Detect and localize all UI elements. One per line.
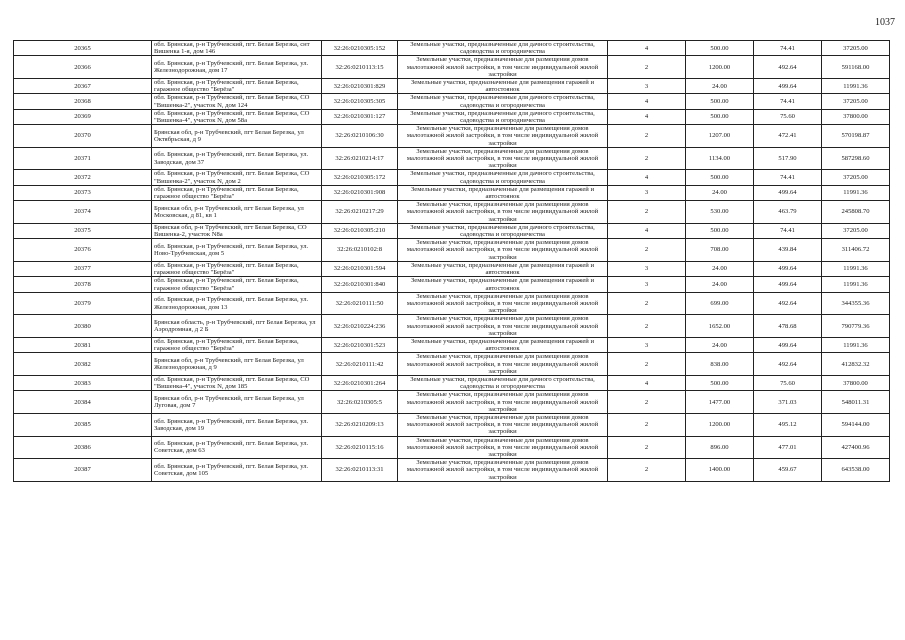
- table-row: [14, 315, 890, 338]
- use-group-cell: 3: [608, 337, 686, 352]
- address-cell: обл. Брянская, р-н Трубчевский, пгт. Белая Березка, СО "Вишенка-4", участок N, дом 185: [152, 375, 322, 390]
- table-row: [14, 239, 890, 262]
- cadastral-value-cell: 37205.00: [822, 41, 890, 56]
- area-cell: 500.00: [686, 223, 754, 238]
- specific-value-cell: 371.03: [754, 391, 822, 414]
- specific-value-cell: 492.64: [754, 292, 822, 315]
- row-number-cell: 20380: [14, 315, 152, 338]
- cadastral-value-cell: 11991.36: [822, 277, 890, 292]
- specific-value-cell: 463.79: [754, 201, 822, 224]
- use-group-cell: 4: [608, 223, 686, 238]
- use-group-cell: 2: [608, 125, 686, 148]
- land-use-cell: Земельные участки, предназначенные для дачного строительства, садоводства и огородничества: [398, 223, 608, 238]
- row-number-cell: 20385: [14, 413, 152, 436]
- cadastral-value-cell: 11991.36: [822, 185, 890, 200]
- area-cell: 500.00: [686, 94, 754, 109]
- use-group-cell: 4: [608, 109, 686, 124]
- table-row: [14, 413, 890, 436]
- specific-value-cell: 459.67: [754, 459, 822, 482]
- row-number-cell: 20366: [14, 56, 152, 79]
- cadastral-value-cell: 37800.00: [822, 109, 890, 124]
- area-cell: 24.00: [686, 261, 754, 276]
- area-cell: 896.00: [686, 436, 754, 459]
- area-cell: 1652.00: [686, 315, 754, 338]
- area-cell: 1200.00: [686, 413, 754, 436]
- cadastral-number-cell: 32:26:0210113:31: [322, 459, 398, 482]
- row-number-cell: 20378: [14, 277, 152, 292]
- cadastral-value-cell: 591168.00: [822, 56, 890, 79]
- cadastral-value-table: [13, 40, 890, 482]
- table-row: [14, 223, 890, 238]
- address-cell: обл. Брянская, р-н Трубчевский, пгт. Белая Березка, ул. Заводская, дом 37: [152, 147, 322, 170]
- cadastral-value-cell: 311406.72: [822, 239, 890, 262]
- area-cell: 838.00: [686, 353, 754, 376]
- row-number-cell: 20372: [14, 170, 152, 185]
- land-use-cell: Земельные участки, предназначенные для размещения домов малоэтажной жилой застройки, в том числе индивидуальной жилой застройки: [398, 459, 608, 482]
- address-cell: Брянская обл, р-н Трубчевский, пгт Белая Березка, ул Московская, д 81, кв 1: [152, 201, 322, 224]
- land-use-cell: Земельные участки, предназначенные для размещения домов малоэтажной жилой застройки, в том числе индивидуальной жилой застройки: [398, 239, 608, 262]
- use-group-cell: 3: [608, 79, 686, 94]
- specific-value-cell: 499.64: [754, 185, 822, 200]
- specific-value-cell: 499.64: [754, 337, 822, 352]
- specific-value-cell: 477.01: [754, 436, 822, 459]
- cadastral-number-cell: 32:26:0210115:16: [322, 436, 398, 459]
- row-number-cell: 20387: [14, 459, 152, 482]
- use-group-cell: 3: [608, 185, 686, 200]
- use-group-cell: 2: [608, 201, 686, 224]
- specific-value-cell: 75.60: [754, 375, 822, 390]
- specific-value-cell: 478.68: [754, 315, 822, 338]
- address-cell: Брянская обл, р-н Трубчевский, пгт Белая Березка, ул Луговая, дом 7: [152, 391, 322, 414]
- row-number-cell: 20369: [14, 109, 152, 124]
- land-use-cell: Земельные участки, предназначенные для размещения домов малоэтажной жилой застройки, в том числе индивидуальной жилой застройки: [398, 353, 608, 376]
- table-row: [14, 56, 890, 79]
- specific-value-cell: 74.41: [754, 170, 822, 185]
- area-cell: 1477.00: [686, 391, 754, 414]
- cadastral-number-cell: 32:26:0210305:210: [322, 223, 398, 238]
- address-cell: обл. Брянская, р-н Трубчевский, пгт. Белая Березка, гаражное общество "Берёза": [152, 277, 322, 292]
- cadastral-value-cell: 548011.31: [822, 391, 890, 414]
- table-row: [14, 337, 890, 352]
- cadastral-number-cell: 32:26:0210301:908: [322, 185, 398, 200]
- row-number-cell: 20371: [14, 147, 152, 170]
- land-use-cell: Земельные участки, предназначенные для размещения домов малоэтажной жилой застройки, в том числе индивидуальной жилой застройки: [398, 315, 608, 338]
- row-number-cell: 20367: [14, 79, 152, 94]
- use-group-cell: 2: [608, 391, 686, 414]
- area-cell: 500.00: [686, 109, 754, 124]
- row-number-cell: 20368: [14, 94, 152, 109]
- use-group-cell: 2: [608, 292, 686, 315]
- table-row: [14, 292, 890, 315]
- area-cell: 24.00: [686, 277, 754, 292]
- cadastral-value-cell: 37205.00: [822, 170, 890, 185]
- land-use-cell: Земельные участки, предназначенные для размещения домов малоэтажной жилой застройки, в том числе индивидуальной жилой застройки: [398, 436, 608, 459]
- cadastral-value-cell: 643538.00: [822, 459, 890, 482]
- land-use-cell: Земельные участки, предназначенные для размещения гаражей и автостоянок: [398, 185, 608, 200]
- use-group-cell: 2: [608, 353, 686, 376]
- land-use-cell: Земельные участки, предназначенные для размещения домов малоэтажной жилой застройки, в том числе индивидуальной жилой застройки: [398, 56, 608, 79]
- cadastral-value-cell: 37205.00: [822, 94, 890, 109]
- cadastral-number-cell: 32:26:0210106:30: [322, 125, 398, 148]
- specific-value-cell: 499.64: [754, 261, 822, 276]
- area-cell: 24.00: [686, 185, 754, 200]
- use-group-cell: 2: [608, 459, 686, 482]
- row-number-cell: 20365: [14, 41, 152, 56]
- table-row: [14, 436, 890, 459]
- row-number-cell: 20373: [14, 185, 152, 200]
- table-row: [14, 170, 890, 185]
- land-use-cell: Земельные участки, предназначенные для дачного строительства, садоводства и огородничества: [398, 94, 608, 109]
- use-group-cell: 4: [608, 375, 686, 390]
- land-use-cell: Земельные участки, предназначенные для размещения домов малоэтажной жилой застройки, в том числе индивидуальной жилой застройки: [398, 147, 608, 170]
- cadastral-number-cell: 32:26:0210305:172: [322, 170, 398, 185]
- cadastral-value-cell: 344355.36: [822, 292, 890, 315]
- row-number-cell: 20376: [14, 239, 152, 262]
- address-cell: обл. Брянская, р-н Трубчевский, пгт. Белая Березка, СО "Вишенка-4", участок N, дом 58а: [152, 109, 322, 124]
- area-cell: 24.00: [686, 337, 754, 352]
- table-row: [14, 125, 890, 148]
- table-row: [14, 109, 890, 124]
- land-use-cell: Земельные участки, предназначенные для размещения домов малоэтажной жилой застройки, в том числе индивидуальной жилой застройки: [398, 292, 608, 315]
- use-group-cell: 3: [608, 277, 686, 292]
- address-cell: обл. Брянская, р-н Трубчевский, пгт. Белая Березка, гаражное общество "Берёза": [152, 79, 322, 94]
- area-cell: 1207.00: [686, 125, 754, 148]
- land-use-cell: Земельные участки, предназначенные для размещения гаражей и автостоянок: [398, 79, 608, 94]
- table-row: [14, 147, 890, 170]
- address-cell: обл. Брянская, р-н Трубчевский, пгт. Белая Березка, ул. Советская, дом 63: [152, 436, 322, 459]
- use-group-cell: 2: [608, 56, 686, 79]
- use-group-cell: 2: [608, 436, 686, 459]
- cadastral-number-cell: 32:26:0210301:127: [322, 109, 398, 124]
- use-group-cell: 4: [608, 170, 686, 185]
- area-cell: 1400.00: [686, 459, 754, 482]
- land-use-cell: Земельные участки, предназначенные для размещения домов малоэтажной жилой застройки, в том числе индивидуальной жилой застройки: [398, 391, 608, 414]
- address-cell: обл. Брянская, р-н Трубчевский, пгт. Белая Березка, СО "Вишенка-2", участок N, дом 124: [152, 94, 322, 109]
- table-body: [14, 41, 890, 482]
- cadastral-value-cell: 11991.36: [822, 79, 890, 94]
- use-group-cell: 2: [608, 413, 686, 436]
- land-use-cell: Земельные участки, предназначенные для дачного строительства, садоводства и огородничества: [398, 170, 608, 185]
- row-number-cell: 20381: [14, 337, 152, 352]
- table-row: [14, 391, 890, 414]
- cadastral-number-cell: 32:26:0210102:8: [322, 239, 398, 262]
- cadastral-number-cell: 32:26:0210209:13: [322, 413, 398, 436]
- area-cell: 699.00: [686, 292, 754, 315]
- cadastral-number-cell: 32:26:0210301:594: [322, 261, 398, 276]
- cadastral-number-cell: 32:26:0210305:152: [322, 41, 398, 56]
- use-group-cell: 4: [608, 41, 686, 56]
- cadastral-value-cell: 587298.60: [822, 147, 890, 170]
- area-cell: 1200.00: [686, 56, 754, 79]
- land-use-cell: Земельные участки, предназначенные для размещения гаражей и автостоянок: [398, 277, 608, 292]
- cadastral-number-cell: 32:26:0210224:236: [322, 315, 398, 338]
- cadastral-number-cell: 32:26:0210217:29: [322, 201, 398, 224]
- specific-value-cell: 499.64: [754, 277, 822, 292]
- specific-value-cell: 74.41: [754, 41, 822, 56]
- address-cell: Брянская область, р-н Трубчевский, пгт Белая Березка, ул Аэродромная, д 2 Б: [152, 315, 322, 338]
- specific-value-cell: 75.60: [754, 109, 822, 124]
- use-group-cell: 4: [608, 94, 686, 109]
- use-group-cell: 3: [608, 261, 686, 276]
- cadastral-number-cell: 32:26:0210214:17: [322, 147, 398, 170]
- cadastral-value-cell: 11991.36: [822, 261, 890, 276]
- area-cell: 24.00: [686, 79, 754, 94]
- cadastral-number-cell: 32:26:0210113:15: [322, 56, 398, 79]
- table-row: [14, 353, 890, 376]
- address-cell: обл. Брянская, р-н Трубчевский, пгт. Белая Березка, гаражное общество "Берёза": [152, 261, 322, 276]
- table-row: [14, 459, 890, 482]
- specific-value-cell: 439.84: [754, 239, 822, 262]
- area-cell: 500.00: [686, 170, 754, 185]
- table-row: [14, 79, 890, 94]
- table-row: [14, 375, 890, 390]
- land-use-cell: Земельные участки, предназначенные для размещения домов малоэтажной жилой застройки, в том числе индивидуальной жилой застройки: [398, 413, 608, 436]
- table-row: [14, 261, 890, 276]
- specific-value-cell: 492.64: [754, 56, 822, 79]
- address-cell: обл. Брянская, р-н Трубчевский, пгт. Белая Березка, ул. Заводская, дом 19: [152, 413, 322, 436]
- address-cell: Брянская обл, р-н Трубчевский, пгт Белая Березка, ул Октябрьская, д 9: [152, 125, 322, 148]
- cadastral-number-cell: 32:26:0210301:840: [322, 277, 398, 292]
- address-cell: обл. Брянская, р-н Трубчевский, пгт. Белая Березка, ул. Железнодорожная, дом 17: [152, 56, 322, 79]
- use-group-cell: 2: [608, 315, 686, 338]
- address-cell: Брянская обл, р-н Трубчевский, пгт Белая Березка, ул Железнодорожная, д 9: [152, 353, 322, 376]
- row-number-cell: 20382: [14, 353, 152, 376]
- cadastral-value-cell: 427400.96: [822, 436, 890, 459]
- specific-value-cell: 499.64: [754, 79, 822, 94]
- specific-value-cell: 517.90: [754, 147, 822, 170]
- table-row: [14, 277, 890, 292]
- table-row: [14, 185, 890, 200]
- row-number-cell: 20370: [14, 125, 152, 148]
- area-cell: 500.00: [686, 41, 754, 56]
- row-number-cell: 20384: [14, 391, 152, 414]
- specific-value-cell: 495.12: [754, 413, 822, 436]
- cadastral-number-cell: 32:26:0210305:305: [322, 94, 398, 109]
- area-cell: 500.00: [686, 375, 754, 390]
- table-row: [14, 94, 890, 109]
- specific-value-cell: 492.64: [754, 353, 822, 376]
- cadastral-value-cell: 245808.70: [822, 201, 890, 224]
- address-cell: обл. Брянская, р-н Трубчевский, пгт. Белая Березка, ул. Железнодорожная, дом 13: [152, 292, 322, 315]
- use-group-cell: 2: [608, 239, 686, 262]
- address-cell: Брянская обл, р-н Трубчевский, пгт Белая Березка, СО Вишенка-2, участок N8а: [152, 223, 322, 238]
- row-number-cell: 20379: [14, 292, 152, 315]
- area-cell: 530.00: [686, 201, 754, 224]
- cadastral-value-cell: 790779.36: [822, 315, 890, 338]
- land-use-cell: Земельные участки, предназначенные для размещения гаражей и автостоянок: [398, 337, 608, 352]
- cadastral-number-cell: 32:26:0210111:42: [322, 353, 398, 376]
- land-use-cell: Земельные участки, предназначенные для размещения домов малоэтажной жилой застройки, в том числе индивидуальной жилой застройки: [398, 201, 608, 224]
- address-cell: обл. Брянская, р-н Трубчевский, пгт. Белая Березка, ул. Ново-Трубчевская, дом 5: [152, 239, 322, 262]
- land-use-cell: Земельные участки, предназначенные для дачного строительства, садоводства и огородничества: [398, 41, 608, 56]
- area-cell: 1134.00: [686, 147, 754, 170]
- address-cell: обл. Брянская, р-н Трубчевский, пгт. Белая Березка, гаражное общество "Берёза": [152, 337, 322, 352]
- cadastral-value-cell: 37800.00: [822, 375, 890, 390]
- land-use-cell: Земельные участки, предназначенные для размещения домов малоэтажной жилой застройки, в том числе индивидуальной жилой застройки: [398, 125, 608, 148]
- cadastral-value-cell: 11991.36: [822, 337, 890, 352]
- area-cell: 708.00: [686, 239, 754, 262]
- land-use-cell: Земельные участки, предназначенные для дачного строительства, садоводства и огородничества: [398, 109, 608, 124]
- specific-value-cell: 472.41: [754, 125, 822, 148]
- specific-value-cell: 74.41: [754, 94, 822, 109]
- row-number-cell: 20375: [14, 223, 152, 238]
- cadastral-number-cell: 32:26:0210305:5: [322, 391, 398, 414]
- cadastral-value-cell: 594144.00: [822, 413, 890, 436]
- cadastral-value-cell: 37205.00: [822, 223, 890, 238]
- use-group-cell: 2: [608, 147, 686, 170]
- row-number-cell: 20386: [14, 436, 152, 459]
- address-cell: обл. Брянская, р-н Трубчевский, пгт. Белая Березка, ул. Советская, дом 105: [152, 459, 322, 482]
- cadastral-value-cell: 570198.87: [822, 125, 890, 148]
- cadastral-number-cell: 32:26:0210111:50: [322, 292, 398, 315]
- cadastral-number-cell: 32:26:0210301:264: [322, 375, 398, 390]
- address-cell: обл. Брянская, р-н Трубчевский, пгт. Белая Березка, снт Вишенка 1-я, дом 146: [152, 41, 322, 56]
- table-row: [14, 201, 890, 224]
- row-number-cell: 20383: [14, 375, 152, 390]
- table-row: [14, 41, 890, 56]
- cadastral-number-cell: 32:26:0210301:829: [322, 79, 398, 94]
- address-cell: обл. Брянская, р-н Трубчевский, пгт. Белая Березка, СО "Вишенка-2", участок N, дом 2: [152, 170, 322, 185]
- row-number-cell: 20377: [14, 261, 152, 276]
- land-use-cell: Земельные участки, предназначенные для размещения гаражей и автостоянок: [398, 261, 608, 276]
- row-number-cell: 20374: [14, 201, 152, 224]
- specific-value-cell: 74.41: [754, 223, 822, 238]
- page-number: 1037: [875, 17, 895, 28]
- cadastral-number-cell: 32:26:0210301:523: [322, 337, 398, 352]
- cadastral-value-cell: 412832.32: [822, 353, 890, 376]
- land-use-cell: Земельные участки, предназначенные для дачного строительства, садоводства и огородничества: [398, 375, 608, 390]
- address-cell: обл. Брянская, р-н Трубчевский, пгт. Белая Березка, гаражное общество "Берёза": [152, 185, 322, 200]
